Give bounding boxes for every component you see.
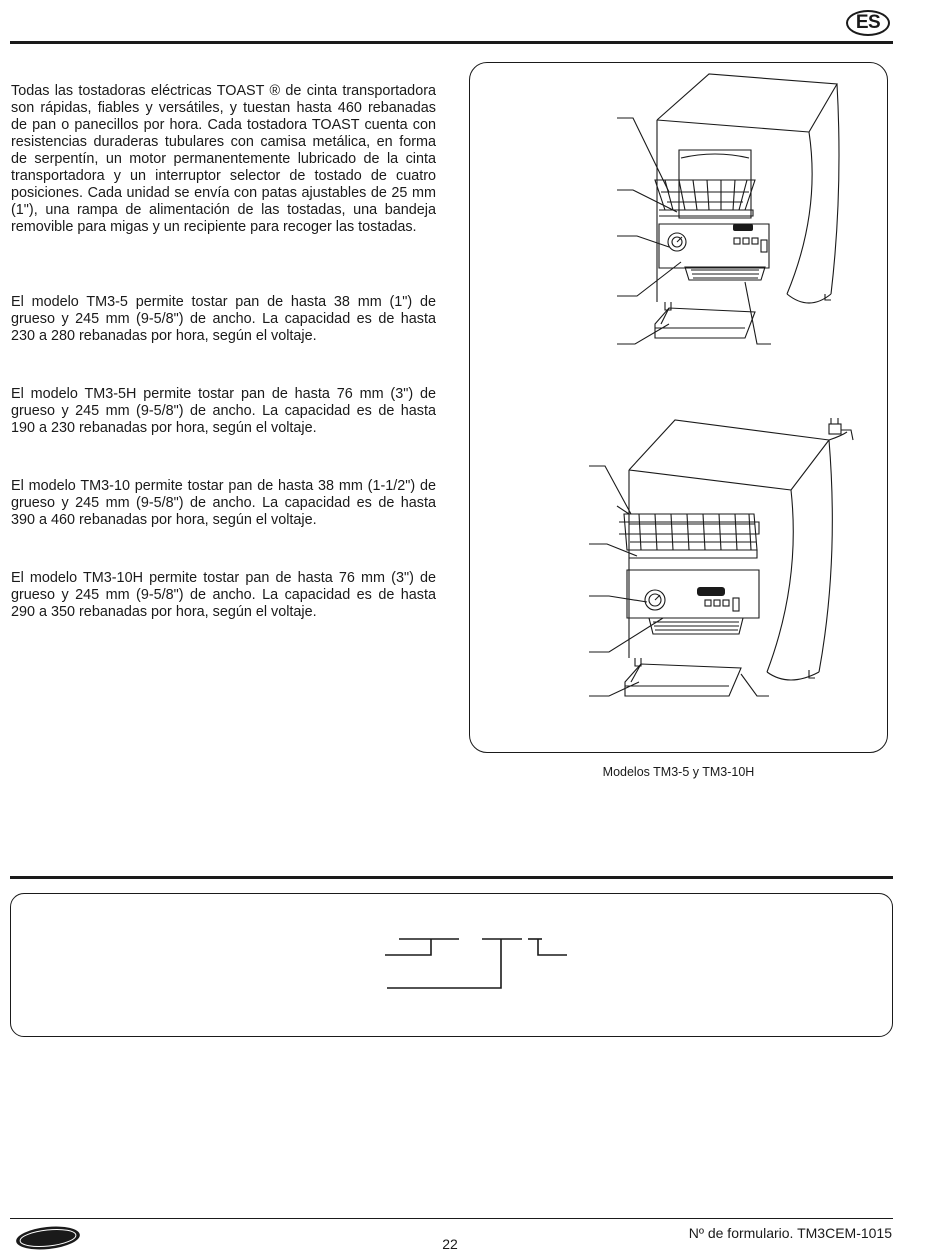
model-tm3-10h-paragraph: El modelo TM3-10H permite tostar pan de hasta 76 mm (3") de grueso y 245 mm (9-5/8") de ancho. La capacidad es de hasta 290 a 350 rebanadas por hora, según el voltaje. (11, 570, 436, 620)
footer-rule (10, 1218, 893, 1219)
toaster-tm3-10h-drawing (589, 418, 853, 696)
hatco-logo (14, 1225, 82, 1251)
figure-caption: Modelos TM3-5 y TM3-10H (602, 765, 755, 779)
header-rule (10, 41, 893, 44)
form-number: Nº de formulario. TM3CEM-1015 (688, 1225, 892, 1241)
model-designation-diagram (10, 893, 893, 1037)
model-tm3-5-paragraph: El modelo TM3-5 permite tostar pan de hasta 38 mm (1") de grueso y 245 mm (9-5/8") de ancho. La capacidad es de hasta 230 a 280 rebanadas por hora, según el voltaje. (11, 294, 436, 344)
page-number: 22 (442, 1236, 458, 1252)
section-rule (10, 876, 893, 879)
model-tm3-5h-paragraph: El modelo TM3-5H permite tostar pan de hasta 76 mm (3") de grueso y 245 mm (9-5/8") de ancho. La capacidad es de hasta 190 a 230 rebanadas por hora, según el voltaje. (11, 386, 436, 436)
model-tm3-10-paragraph: El modelo TM3-10 permite tostar pan de hasta 38 mm (1-1/2") de grueso y 245 mm (9-5/8") de ancho. La capacidad es de hasta 390 a 460 rebanadas por hora, según el voltaje. (11, 478, 436, 528)
toaster-illustrations (469, 62, 888, 753)
intro-paragraph: Todas las tostadoras eléctricas TOAST ® de cinta transportadora son rápidas, fiables y versátiles, y tuestan hasta 460 rebanadas de pan o panecillos por hora. Cada tostadora TOAST cuenta con resistencias duraderas tubulares con camisa metálica, en forma de serpentín, un motor permanentemente lubricado de la cinta transportadora y un interruptor selector de tostado de cuatro posiciones. Cada unidad se envía con patas ajustables de 25 mm (1"), una rampa de alimentación de las tostadas, una bandeja removible para migas y un recipiente para recoger las tostadas. (11, 83, 436, 235)
toaster-tm3-5-drawing (617, 74, 839, 344)
language-badge: ES (846, 10, 890, 36)
